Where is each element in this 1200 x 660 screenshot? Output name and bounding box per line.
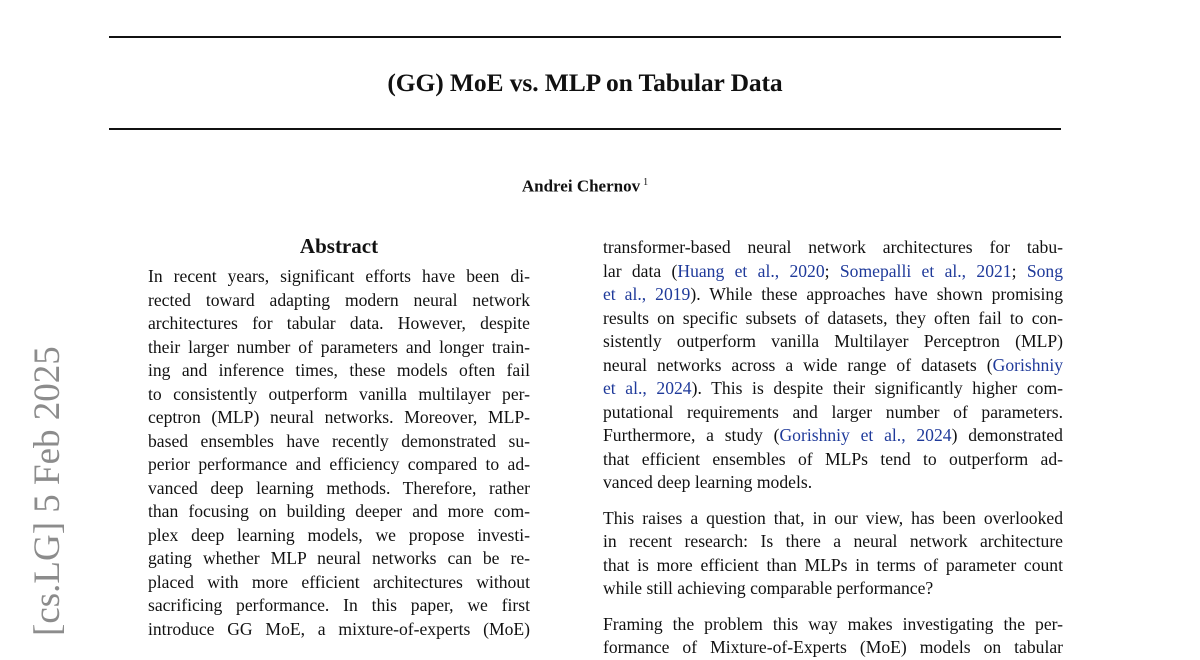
text-line: their larger number of parameters and longer train- bbox=[148, 336, 530, 357]
text-line: architectures for tabular data. However, despite bbox=[148, 313, 530, 333]
text-line: based ensembles have recently demonstrated su- bbox=[148, 430, 530, 451]
text-line: sacrificing performance. In this paper, we first bbox=[148, 595, 530, 615]
text-line: vanced deep learning methods. Therefore, rather bbox=[148, 477, 530, 498]
paper-title: (GG) MoE vs. MLP on Tabular Data bbox=[387, 68, 783, 97]
text-line: sistently outperform vanilla Multilayer Perceptron (MLP) bbox=[603, 331, 1063, 351]
author-name: Andrei Chernov bbox=[521, 176, 641, 196]
text-line: gating whether MLP neural networks can be re- bbox=[148, 548, 530, 568]
text-line: neural networks across a wide range of datasets (Gorishniy bbox=[603, 354, 1063, 375]
text-line: Framing the problem this way makes investigating the per- bbox=[603, 613, 1063, 634]
abstract-heading: Abstract bbox=[299, 234, 379, 258]
title-top-rule bbox=[109, 36, 1061, 38]
arxiv-side-stamp: [cs.LG] 5 Feb 2025 bbox=[27, 346, 68, 636]
text-line: ing and inference times, these models often fail bbox=[148, 360, 530, 380]
text-line: formance of Mixture-of-Experts (MoE) models on tabular bbox=[603, 637, 1063, 657]
text-line: placed with more efficient architectures without bbox=[148, 571, 530, 592]
citation-link-somepalli-2021[interactable]: Somepalli et al., 2021 bbox=[839, 260, 1012, 281]
text-line: et al., 2019). While these approaches have shown promising bbox=[603, 284, 1063, 304]
text-line: to consistently outperform vanilla multilayer per- bbox=[148, 383, 530, 404]
text-line: results on specific subsets of datasets, they often fail to con- bbox=[603, 307, 1063, 328]
text-line: than focusing on building deeper and more com- bbox=[148, 501, 530, 521]
text-line: transformer-based neural network architectures for tabu- bbox=[603, 237, 1063, 257]
text-line: while still achieving comparable performance? bbox=[603, 578, 934, 598]
text-line: vanced deep learning models. bbox=[603, 472, 813, 492]
abstract-body bbox=[148, 265, 530, 641]
author-line bbox=[0, 172, 1170, 198]
text-line: This raises a question that, in our view, has been overlooked bbox=[603, 507, 1063, 528]
intro-paragraph-1 bbox=[603, 236, 1063, 495]
title-bottom-rule bbox=[109, 128, 1061, 130]
intro-paragraph-2 bbox=[603, 507, 1063, 601]
text-line: Furthermore, a study (Gorishniy et al., 2024) demonstrated bbox=[603, 425, 1063, 445]
text-line: putational requirements and larger number of parameters. bbox=[603, 401, 1063, 422]
text-line: in recent research: Is there a neural network architecture bbox=[603, 531, 1063, 551]
text-line: rected toward adapting modern neural network bbox=[148, 289, 530, 310]
text-line: that efficient ensembles of MLPs tend to outperform ad- bbox=[603, 448, 1063, 469]
citation-link-huang-2020[interactable]: Huang et al., 2020 bbox=[677, 260, 825, 281]
text-line: plex deep learning models, we propose investi- bbox=[148, 524, 530, 545]
introduction-column bbox=[603, 236, 1063, 660]
citation-link-song-2019-cont[interactable]: et al., 2019 bbox=[603, 284, 691, 304]
text-line: introduce GG MoE, a mixture-of-experts (MoE) bbox=[148, 618, 530, 639]
citation-link-song-2019[interactable]: Song bbox=[1026, 260, 1063, 281]
abstract-column bbox=[148, 232, 530, 641]
intro-paragraph-3 bbox=[603, 613, 1063, 660]
citation-link-gorishniy-2024-b[interactable]: Gorishniy et al., 2024 bbox=[779, 425, 952, 445]
text-line: et al., 2024). This is despite their significantly higher com- bbox=[603, 378, 1063, 398]
text-line: perior performance and efficiency compared to ad- bbox=[148, 454, 530, 474]
text-line: lar data (Huang et al., 2020; Somepalli et al., 2021; Song bbox=[603, 260, 1063, 281]
citation-link-gorishniy-2024[interactable]: Gorishniy bbox=[992, 354, 1063, 375]
text-line: ceptron (MLP) neural networks. Moreover, MLP- bbox=[148, 407, 530, 427]
text-line: that is more efficient than MLPs in terms of parameter count bbox=[603, 554, 1063, 575]
citation-link-gorishniy-2024-cont[interactable]: et al., 2024 bbox=[603, 378, 692, 398]
text-line: In recent years, significant efforts have been di- bbox=[148, 266, 530, 286]
author-affiliation-mark: 1 bbox=[643, 177, 649, 188]
